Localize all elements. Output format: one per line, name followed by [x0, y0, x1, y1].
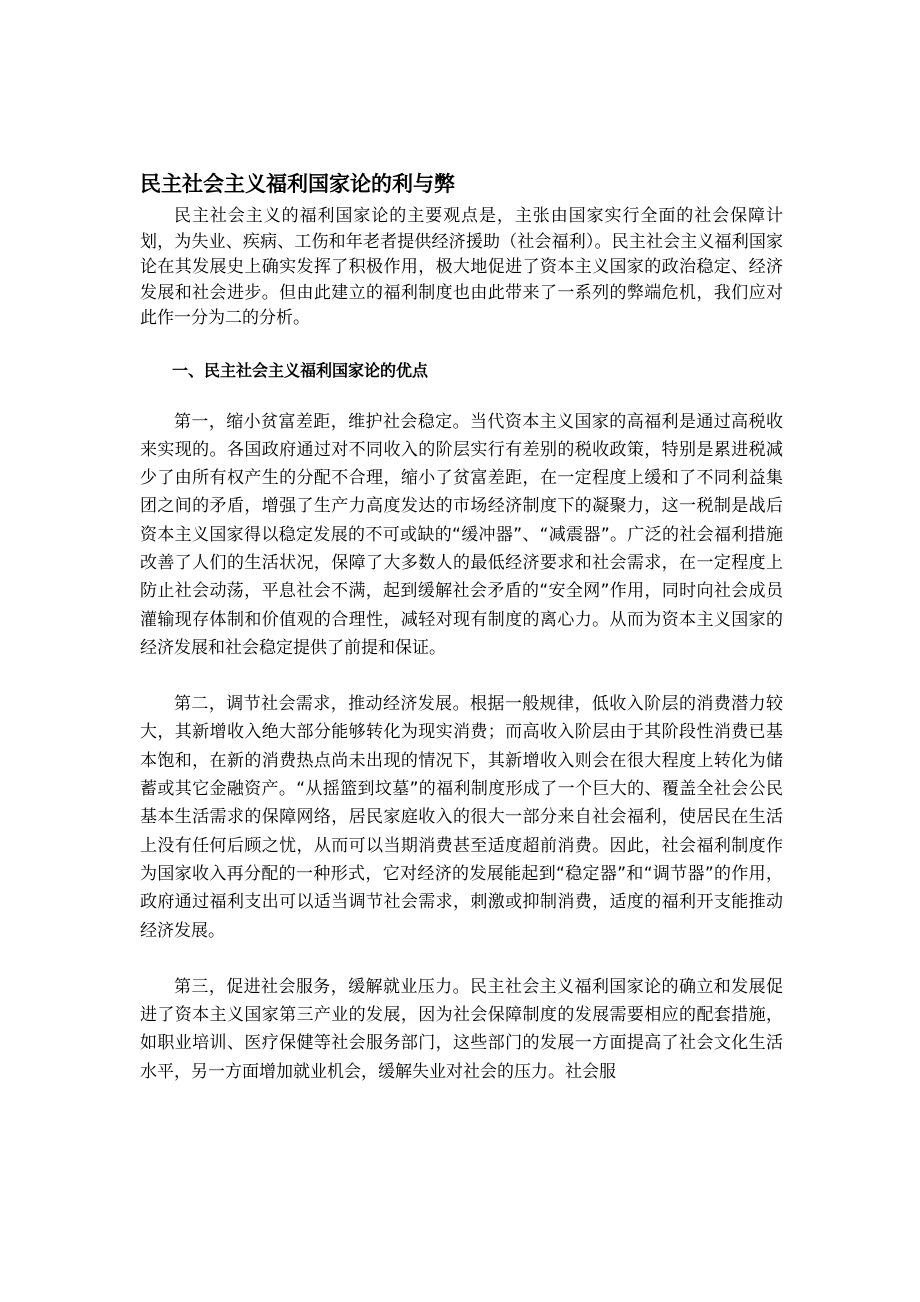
intro-paragraph: 民主社会主义的福利国家论的主要观点是，主张由国家实行全面的社会保障计划，为失业、疾病、工伤和年老者提供经济援助（社会福利）。民主社会主义福利国家论在其发展史上确实发挥了积极作用，极大地促进了资本主义国家的政治稳定、经济发展和社会进步。但由此建立的福利制度也由此带来了一系列的弊端危机，我们应对此作一分为二的分析。 [140, 206, 783, 328]
document-body [140, 204, 783, 1086]
document-title: 民主社会主义福利国家论的利与弊 [140, 172, 455, 196]
section-heading: 一、民主社会主义福利国家论的优点 [172, 360, 429, 380]
body-paragraph-3: 第三，促进社会服务，缓解就业压力。民主社会主义福利国家论的确立和发展促进了资本主义国家第三产业的发展，因为社会保障制度的发展需要相应的配套措施，如职业培训、医疗保健等社会服务部门，这些部门的发展一方面提高了社会文化生活水平，另一方面增加就业机会，缓解失业对社会的压力。社会服 [140, 976, 783, 1082]
body-paragraph-2: 第二，调节社会需求，推动经济发展。根据一般规律，低收入阶层的消费潜力较大，其新增收入绝大部分能够转化为现实消费；而高收入阶层由于其阶段性消费已基本饱和，在新的消费热点尚未出现的情况下，其新增收入则会在很大程度上转化为储蓄或其它金融资产。“从摇篮到坟墓”的福利制度形成了一个巨大的、覆盖全社会公民基本生活需求的保障网络，居民家庭收入的很大一部分来自社会福利，使居民在生活上没有任何后顾之忧，从而可以当期消费甚至适度超前消费。因此，社会福利制度作为国家收入再分配的一种形式，它对经济的发展能起到“稳定器”和“调节器”的作用，政府通过福利支出可以适当调节社会需求，刺激或抑制消费，适度的福利开支能推动经济发展。 [140, 694, 783, 941]
body-paragraph-1: 第一，缩小贫富差距，维护社会稳定。当代资本主义国家的高福利是通过高税收来实现的。各国政府通过对不同收入的阶层实行有差别的税收政策，特别是累进税减少了由所有权产生的分配不合理，缩小了贫富差距，在一定程度上缓和了不同利益集团之间的矛盾，增强了生产力高度发达的市场经济制度下的凝聚力，这一税制是战后资本主义国家得以稳定发展的不可或缺的“缓冲器”、“减震器”。广泛的社会福利措施改善了人们的生活状况，保障了大多数人的最低经济要求和社会需求，在一定程度上防止社会动荡，平息社会不满，起到缓解社会矛盾的“安全网”作用，同时向社会成员灌输现存体制和价值观的合理性，减轻对现有制度的离心力。从而为资本主义国家的经济发展和社会稳定提供了前提和保证。 [140, 411, 783, 658]
